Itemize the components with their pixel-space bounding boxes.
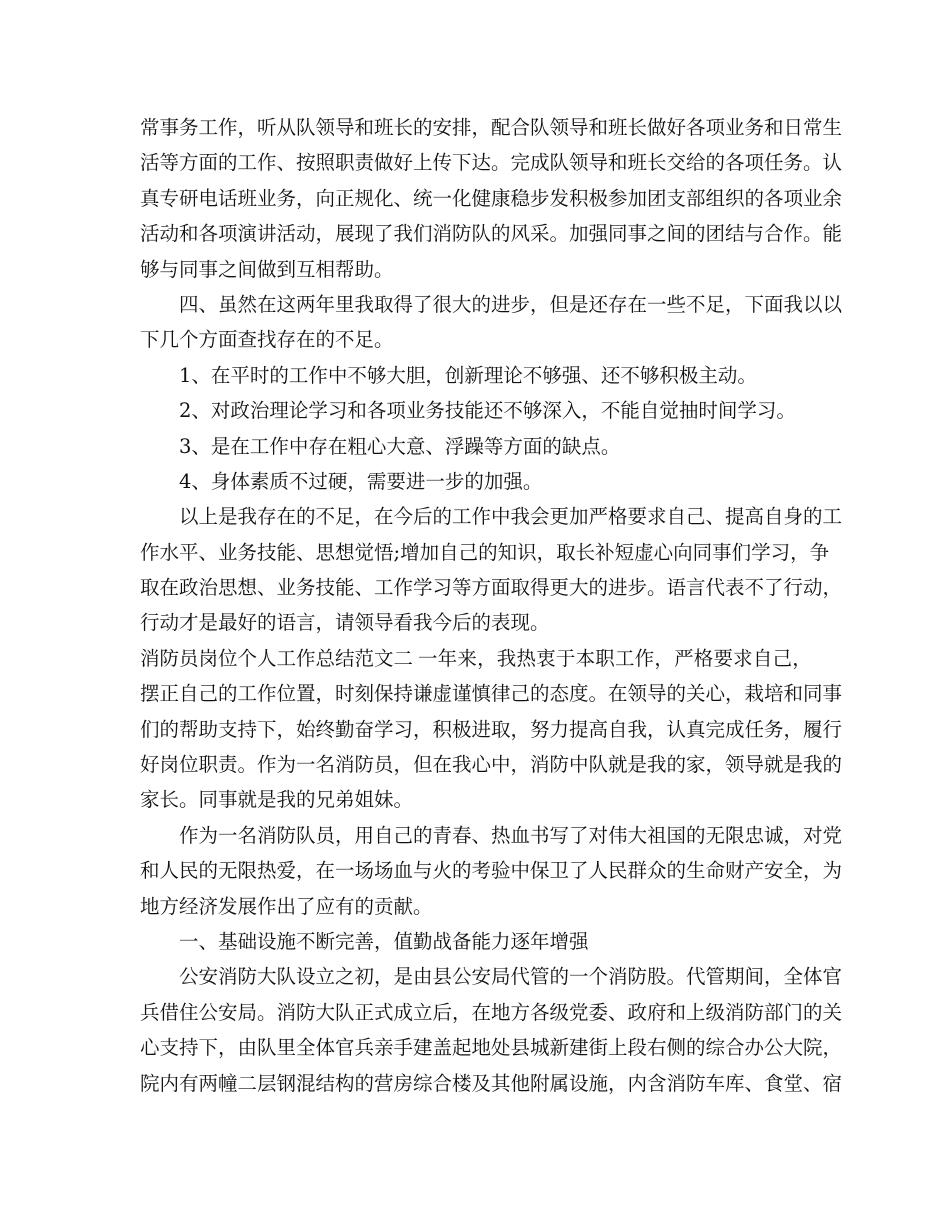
text-line: 作为一名消防队员，用自己的青春、热血书写了对伟大祖国的无限忠诚，对党 <box>179 823 843 847</box>
section-title: 消防员岗位个人工作总结范文二 <box>140 646 414 670</box>
document-page <box>140 110 843 1101</box>
text-line: 四、虽然在这两年里我取得了很大的进步，但是还存在一些不足，下面我以以 <box>179 292 843 316</box>
text-line: 4、身体素质不过硬，需要进一步的加强。 <box>179 469 543 493</box>
text-line: 和人民的无限热爱，在一场场血与火的考验中保卫了人民群众的生命财产安全，为 <box>140 859 843 883</box>
text-line: 1、在平时的工作中不够大胆，创新理论不够强、还不够积极主动。 <box>179 363 757 387</box>
text-line: 摆正自己的工作位置，时刻保持谦虚谨慎律己的态度。在领导的关心，栽培和同事 <box>140 682 843 706</box>
text-line: 取在政治思想、业务技能、工作学习等方面取得更大的进步。语言代表不了行动， <box>140 576 843 600</box>
text-line: 院内有两幢二层钢混结构的营房综合楼及其他附属设施，内含消防车库、食堂、宿 <box>140 1071 843 1095</box>
text-line: 一年来，我热衷于本职工作，严格要求自己， <box>417 646 812 670</box>
list-item <box>140 393 812 428</box>
text-line: 行动才是最好的语言，请领导看我今后的表现。 <box>140 611 550 635</box>
subheading <box>140 924 812 959</box>
text-line: 以上是我存在的不足，在今后的工作中我会更加严格要求自己、提高自身的工 <box>179 505 843 529</box>
text-line: 公安消防大队设立之初，是由县公安局代管的一个消防股。代管期间，全体官 <box>179 965 843 989</box>
text-line: 活等方面的工作、按照职责做好上传下达。完成队领导和班长交给的各项任务。认 <box>140 151 843 175</box>
list-item <box>140 464 812 499</box>
text-line: 们的帮助支持下，始终勤奋学习，积极进取，努力提高自我，认真完成任务，履行 <box>140 717 843 741</box>
text-line: 够与同事之间做到互相帮助。 <box>140 257 394 281</box>
text-line: 兵借住公安局。消防大队正式成立后，在地方各级党委、政府和上级消防部门的关 <box>140 1000 843 1024</box>
text-line: 地方经济发展作出了应有的贡献。 <box>140 894 433 918</box>
paragraph <box>140 287 843 358</box>
paragraph <box>140 499 843 641</box>
text-line: 3、是在工作中存在粗心大意、浮躁等方面的缺点。 <box>179 434 621 458</box>
list-item <box>140 429 812 464</box>
text-line: 好岗位职责。作为一名消防员，但在我心中，消防中队就是我的家，领导就是我的 <box>140 753 843 777</box>
text-line: 心支持下，由队里全体官兵亲手建盖起地处县城新建街上段右侧的综合办公大院， <box>140 1036 843 1060</box>
text-line: 真专研电话班业务，向正规化、统一化健康稳步发积极参加团支部组织的各项业余 <box>140 186 843 210</box>
list-item <box>140 358 812 393</box>
text-line: 下几个方面查找存在的不足。 <box>140 328 394 352</box>
paragraph <box>140 641 843 818</box>
section-heading-line <box>140 641 812 676</box>
paragraph <box>140 818 843 924</box>
text-line: 2、对政治理论学习和各项业务技能还不够深入，不能自觉抽时间学习。 <box>179 399 796 423</box>
text-line: 活动和各项演讲活动，展现了我们消防队的风采。加强同事之间的团结与合作。能 <box>140 222 843 246</box>
paragraph <box>140 110 843 287</box>
text-line: 一、基础设施不断完善，值勤战备能力逐年增强 <box>179 929 589 953</box>
text-line: 常事务工作，听从队领导和班长的安排，配合队领导和班长做好各项业务和日常生 <box>140 116 843 139</box>
paragraph <box>140 959 843 1101</box>
text-line: 作水平、业务技能、思想觉悟;增加自己的知识，取长补短虚心向同事们学习，争 <box>140 540 830 564</box>
text-line: 家长。同事就是我的兄弟姐妹。 <box>140 788 414 812</box>
